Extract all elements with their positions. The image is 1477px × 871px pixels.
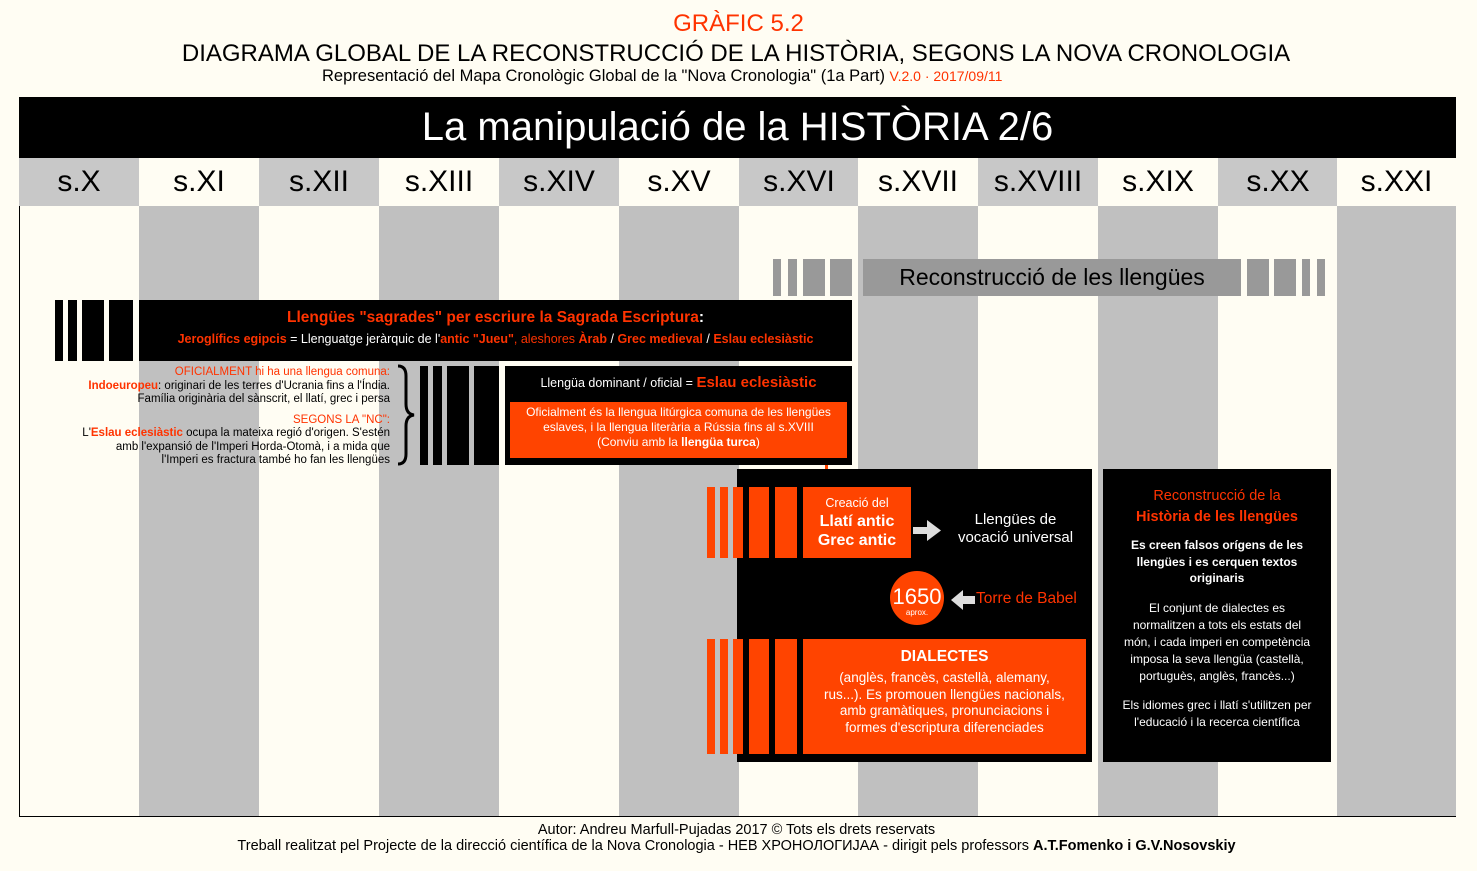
stripe [82,300,104,361]
column-band [1337,206,1456,816]
treball-text: Treball realitzat pel Projecte de la direcció científica de la Nova Cronologia - НЕВ ХРОНОЛОГИJАА - dirigit pels professors [237,838,1034,854]
stripe [474,366,499,465]
grec-antic: Grec antic [817,532,897,549]
indoeuropeu: Indoeuropeu [88,379,159,392]
p-line: El conjunt de dialectes es [1148,600,1286,615]
stripe [109,300,133,361]
dialectes-box [803,639,1086,754]
dominant-label: Llengüa dominant / oficial = [540,376,697,390]
banner-title: La manipulació de la HISTÒRIA 2/6 [19,97,1456,158]
sagrades-box [139,300,852,361]
dominant-line [505,374,852,391]
column-band [379,206,499,816]
desc-line: Oficialment és la llengua litúrgica comuna de les llengües [526,405,831,419]
century-label: s.XVIII [978,158,1098,206]
century-label: s.XI [139,158,259,206]
dialectes-line: amb gramàtiques, pronunciacions i [839,703,1050,718]
subtitle: Representació del Mapa Cronològic Global de la "Nova Cronologia" (1a Part) [322,67,885,85]
stripe [775,639,797,754]
note-imperi: l'Imperi es fractura també ho fan les llengües [161,454,390,466]
dialectes-title: DIALECTES [900,648,989,665]
desc-line [510,435,847,450]
reconstruccio-llengues: Reconstrucció de les llengües [863,259,1241,296]
stripe [788,259,797,296]
desc-line: eslaves, i la llengua literària a Rússia fins al s.XVIII [543,420,814,434]
grec-medieval: Grec medieval [617,332,703,346]
note-amb: amb l'expansió de l'Imperi Horda-Otomà, i a mida que [115,440,390,453]
stripe [55,300,63,361]
century-label: s.XXI [1337,158,1456,206]
dialectes-line: rus...). Es promouen llengües nacionals, [824,686,1065,702]
century-label: s.XIII [379,158,499,206]
stripe [775,487,797,558]
text-span: ) [755,435,760,449]
professors: A.T.Fomenko i G.V.Nosovskiy [1033,838,1236,854]
right-title-line: Reconstrucció de la [1153,488,1281,504]
century-label: s.XII [259,158,379,206]
version: V.2.0 · 2017/09/11 [889,68,1003,84]
text-span: L' [82,427,91,439]
dialectes-line: (anglès, francès, castellà, alemany, [839,670,1050,685]
p-line: Es creen falsos orígens de les [1130,538,1304,552]
antic-jueu: antic "Jueu" [440,332,514,346]
babel-year: 1650 [892,584,942,609]
stripe [1302,259,1310,296]
century-label: s.XIX [1098,158,1218,206]
universal-line: vocació universal [957,529,1074,546]
creacio-title: Creació del [825,496,889,510]
note-familia: Família originària del sànscrit, el llatí, grec i persa [137,393,390,405]
p-line: imposa la seva llengüa (castellà, [1130,651,1304,666]
stripe [720,487,728,558]
footer-autor: Autor: Andreu Marfull-Pujadas 2017 © Tots els drets reservats [537,822,936,838]
century-label: s.XV [619,158,739,206]
stripe [707,487,715,558]
text-span: (Conviu amb la [597,435,682,449]
century-label: s.XVI [739,158,859,206]
jeroglifics: Jeroglífics egipcis [177,332,287,346]
p-line: portuguès, anglès, francès...) [1139,668,1295,683]
right-info-box [1103,469,1331,762]
brace-icon [394,364,418,466]
arab: Àrab [578,332,608,346]
stripe [433,366,442,465]
dominant-value: Eslau eclesiàstic [696,374,817,391]
sagrades-line [139,332,852,346]
right-p2 [1103,600,1331,685]
p-line: originaris [1189,571,1245,585]
stripe [733,639,743,754]
stripe [749,639,769,754]
stripe [1247,259,1269,296]
stripe [707,639,715,754]
note-eslau-line [30,427,390,441]
note-oficialment: OFICIALMENT hi ha una llengua comuna: [174,366,390,378]
stripe [1274,259,1296,296]
subtitle-line [322,67,1002,86]
stripe [749,487,769,558]
right-title-line: Història de les llengües [1136,509,1298,525]
sagrades-title: Llengües "sagrades" per escriure la Sagrada Escriptura [286,309,699,326]
sagrades-colon: : [698,309,705,326]
arrow-left-icon [951,589,975,611]
right-p3 [1103,697,1331,731]
stripe [803,259,825,296]
eslau-eclesiastic: Eslau eclesiàstic [713,332,814,346]
stripe [420,366,428,465]
text-span: , aleshores [513,332,579,346]
dominant-box [505,366,852,465]
eslau: Eslau eclesiàstic [90,427,183,439]
text-span: ocupa la mateixa regió d'origen. S'estén [182,427,390,439]
footer-treball [0,838,1473,854]
text-span: / [607,332,618,346]
universal-line: Llengües de [974,511,1057,528]
note-segons: SEGONS LA "NC": [293,413,390,426]
left-note [30,366,390,468]
stripe [733,487,743,558]
stripe [1317,259,1325,296]
text-span: / [702,332,714,346]
note-indo-line [30,380,390,394]
p-line: llengües i es cerquen textos [1136,554,1298,569]
p-line: normalitzen a tots els estats del [1132,617,1302,632]
dominant-desc [510,402,847,458]
century-label: s.XIV [499,158,619,206]
stripe [68,300,77,361]
stripe [773,259,781,296]
babel-aprox: aprox. [905,608,929,617]
grafic-number: GRÀFIC 5.2 [673,10,804,37]
p-line: Els idiomes grec i llatí s'utilitzen per [1122,697,1312,712]
century-label: s.X [19,158,139,206]
text-span: = Llenguatge jeràrquic de l' [286,332,441,346]
p-line: l'educació i la recerca científica [1134,714,1300,729]
text-span: : originari de les terres d'Ucrania fins a l'Índia. [158,379,390,392]
century-label: s.XX [1218,158,1338,206]
llengua-turca: llengüa turca [681,435,756,449]
stripe [447,366,469,465]
page-title: DIAGRAMA GLOBAL DE LA RECONSTRUCCIÓ DE LA HISTÒRIA, SEGONS LA NOVA CRONOLOGIA [181,40,1291,67]
sagrades-title-line [139,309,852,327]
arrow-right-icon [913,519,943,543]
llati-antic: Llatí antic [819,513,895,530]
p-line: món, i cada imperi en competència [1123,634,1311,649]
torre-babel: Torre de Babel [976,590,1077,607]
century-label: s.XVII [858,158,978,206]
vocacio-universal [943,511,1088,547]
stripe [720,639,728,754]
dialectes-body [803,670,1086,736]
right-title [1103,486,1331,528]
dialectes-line: formes d'escriptura diferenciades [845,719,1044,735]
babel-year-circle [890,571,944,625]
right-p1 [1103,537,1331,587]
stripe [830,259,852,296]
column-band [139,206,259,816]
creacio-box [803,487,911,558]
